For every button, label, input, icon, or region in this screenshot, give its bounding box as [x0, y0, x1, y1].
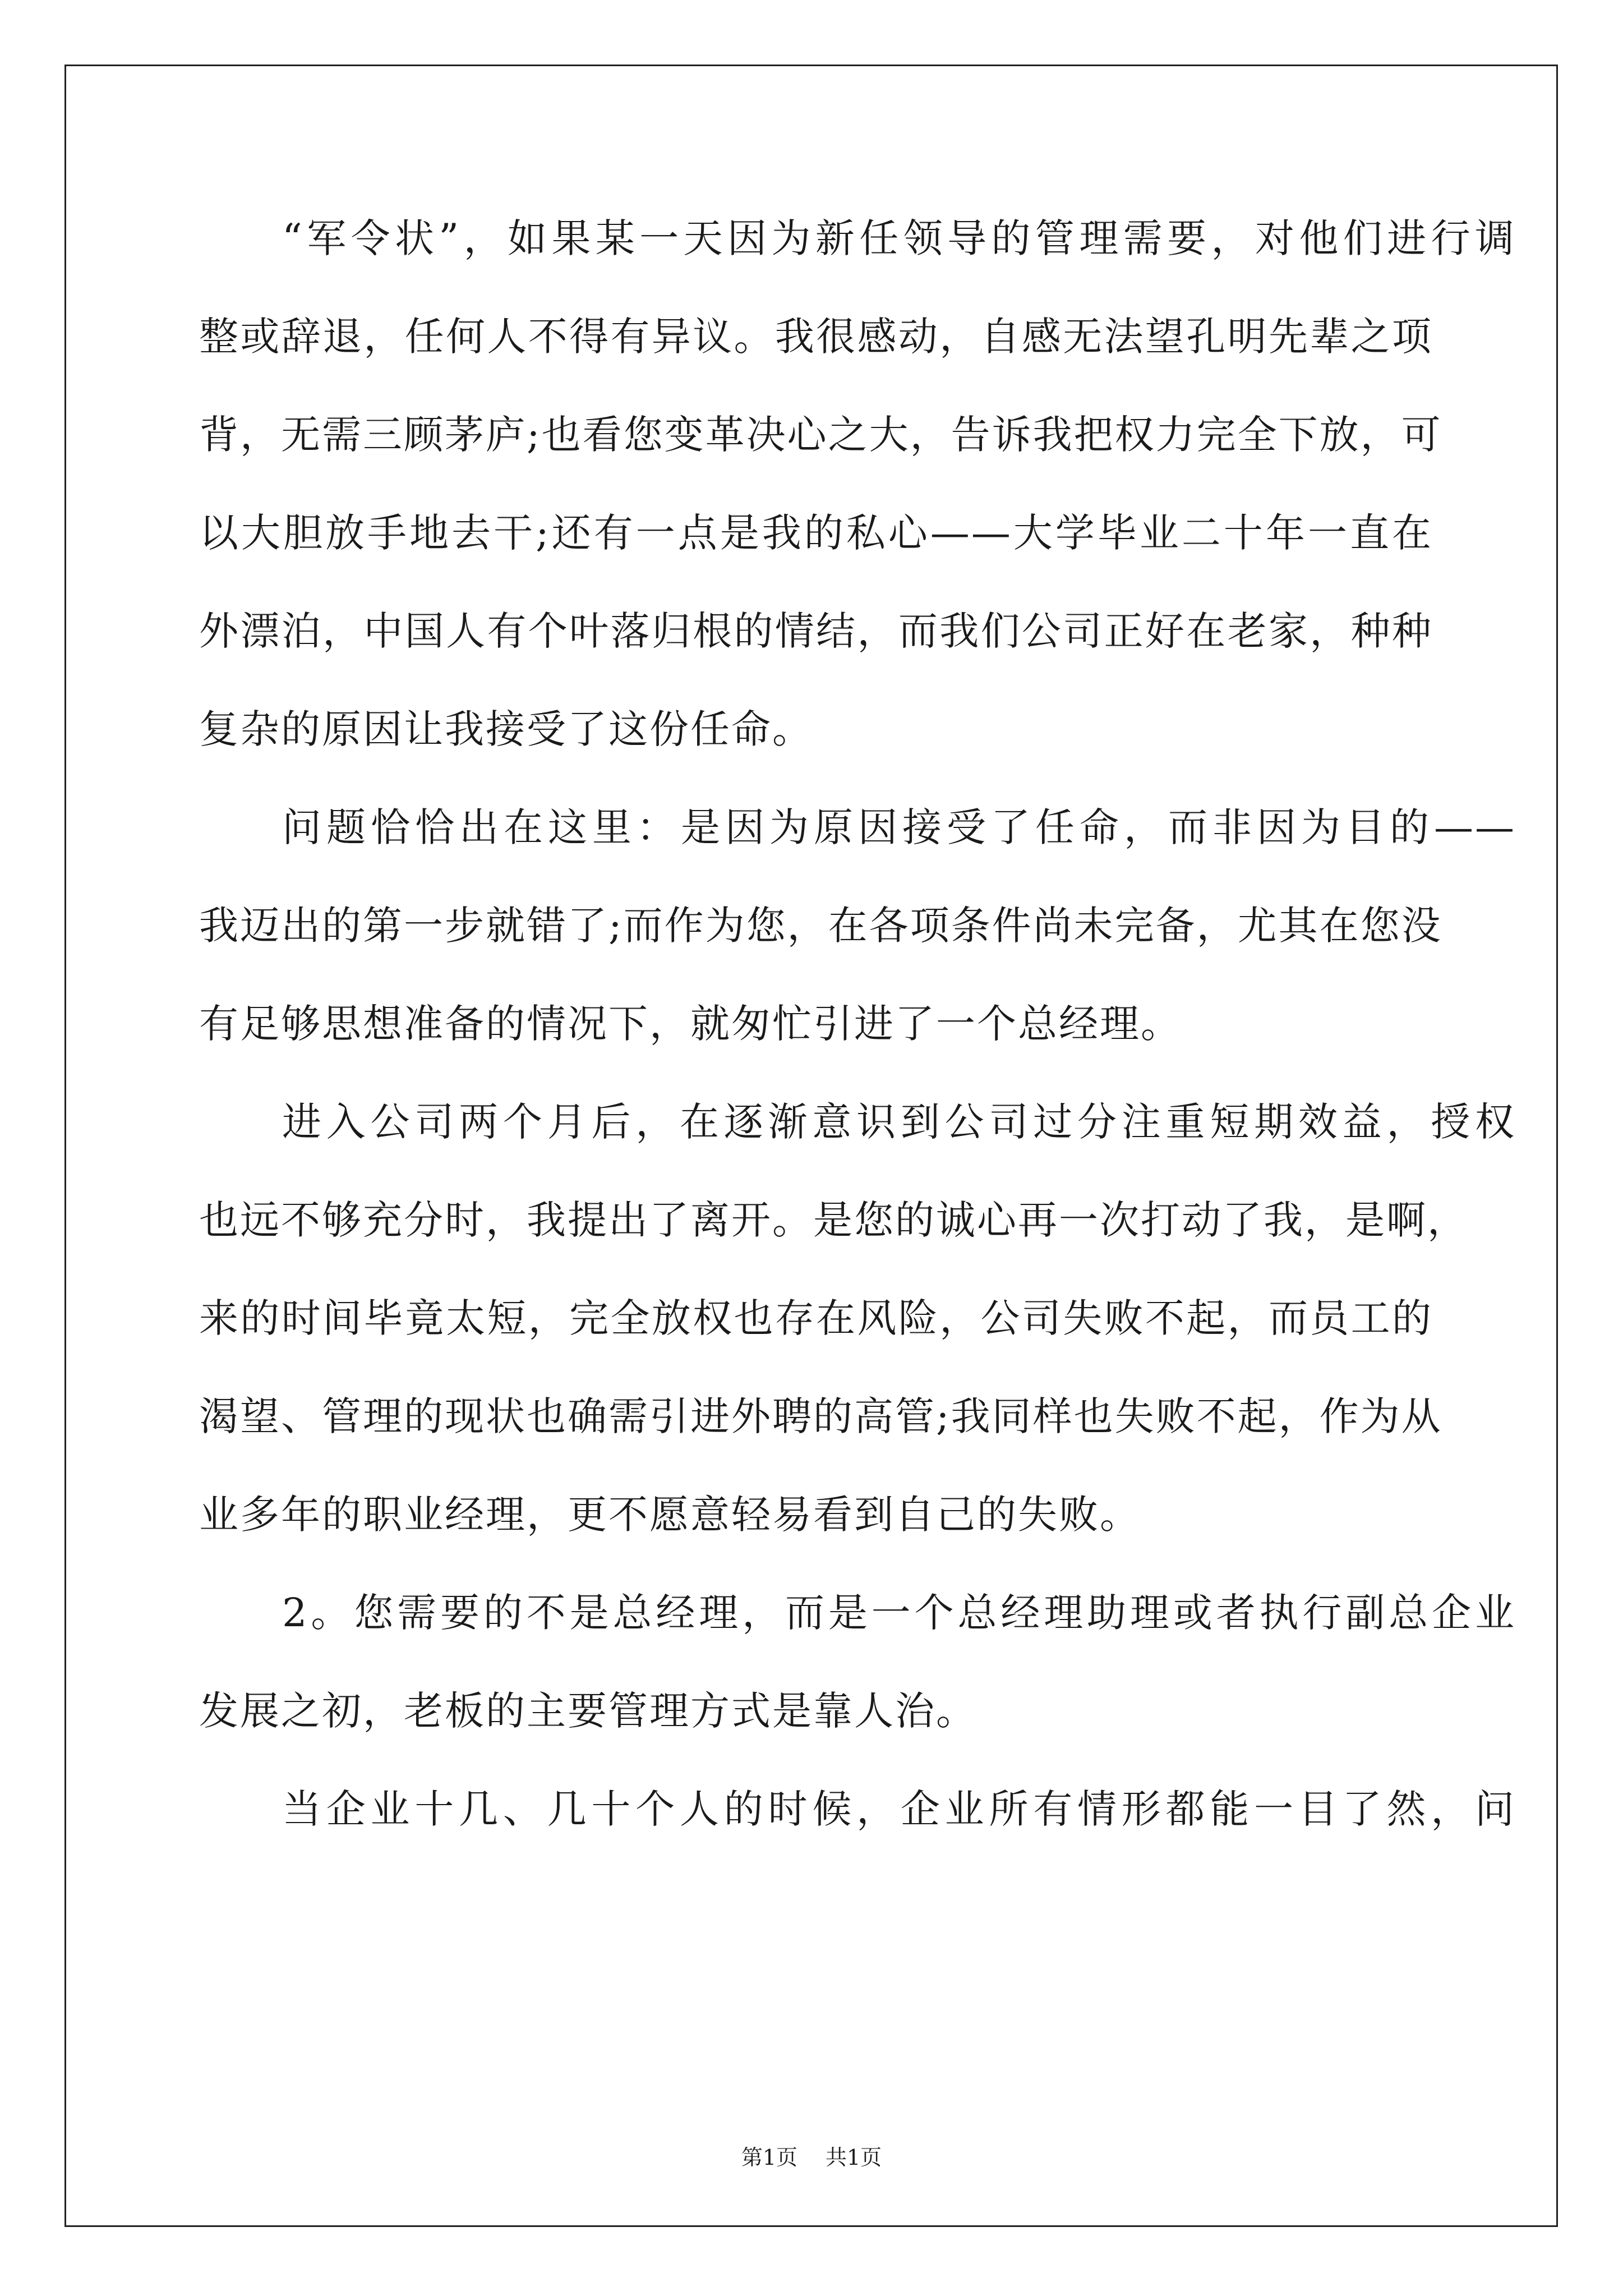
body-text-line: 渴望、管理的现状也确需引进外聘的高管;我同样也失败不起，作为从: [199, 1393, 1442, 1439]
body-text-line: 来的时间毕竟太短，完全放权也存在风险，公司失败不起，而员工的: [199, 1295, 1433, 1341]
body-text-line: 外漂泊，中国人有个叶落归根的情结，而我们公司正好在老家，种种: [199, 608, 1433, 654]
body-text-line: 进入公司两个月后，在逐渐意识到公司过分注重短期效益，授权: [282, 1099, 1516, 1145]
page-number: 第1页: [741, 2145, 797, 2170]
body-text-line: 也远不够充分时，我提出了离开。是您的诚心再一次打动了我，是啊，: [199, 1197, 1468, 1243]
body-text-line: 有足够思想准备的情况下，就匆忙引进了一个总经理。: [199, 1001, 1182, 1047]
body-text-line: 发展之初，老板的主要管理方式是靠人治。: [199, 1688, 977, 1734]
body-text-line: 整或辞退，任何人不得有异议。我很感动，自感无法望孔明先辈之项: [199, 314, 1433, 360]
body-text-line: 我迈出的第一步就错了;而作为您，在各项条件尚未完备，尤其在您没: [199, 903, 1442, 949]
body-text-line: 2。您需要的不是总经理，而是一个总经理助理或者执行副总企业: [282, 1590, 1516, 1636]
body-text-line: 背，无需三顾茅庐;也看您变革决心之大，告诉我把权力完全下放，可: [199, 412, 1442, 458]
page-footer: [0, 2140, 1623, 2171]
body-text-line: 当企业十几、几十个人的时候，企业所有情形都能一目了然，问: [282, 1786, 1516, 1832]
body-text-line: 以大胆放手地去干;还有一点是我的私心——大学毕业二十年一直在: [199, 510, 1433, 556]
body-text-line: “军令状”，如果某一天因为新任领导的管理需要，对他们进行调: [282, 215, 1516, 261]
body-text-line: 业多年的职业经理，更不愿意轻易看到自己的失败。: [199, 1492, 1141, 1538]
body-text-line: 复杂的原因让我接受了这份任命。: [199, 706, 813, 752]
body-text-line: 问题恰恰出在这里：是因为原因接受了任命，而非因为目的——: [282, 804, 1516, 850]
page-total: 共1页: [826, 2145, 882, 2170]
